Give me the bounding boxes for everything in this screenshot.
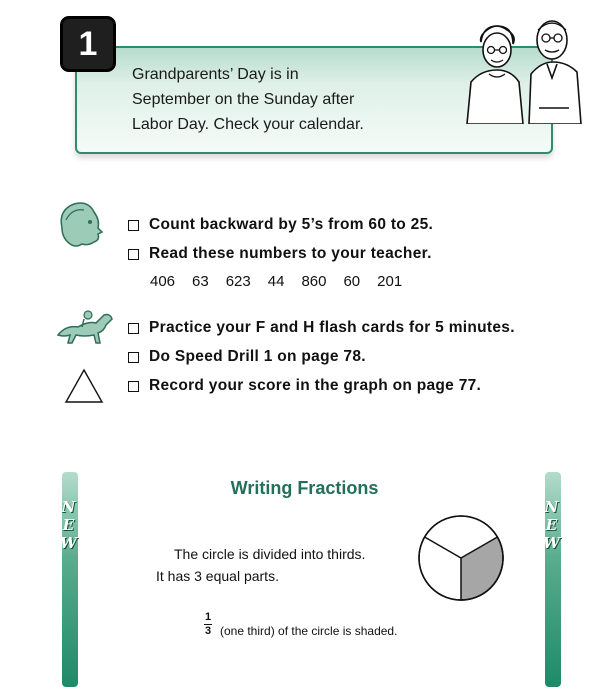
new-letter: W — [543, 534, 560, 552]
task-record-score[interactable] — [128, 377, 481, 395]
one-third-fraction — [204, 612, 212, 637]
fraction-caption: (one third) of the circle is shaded. — [220, 624, 398, 638]
new-label-right — [543, 498, 560, 552]
number-item: 406 — [150, 273, 176, 290]
task-read-numbers[interactable] — [128, 245, 432, 263]
task-label: Count backward by 5’s from 60 to 25. — [149, 216, 434, 233]
task-speed-drill[interactable] — [128, 348, 366, 366]
triangle-icon — [64, 368, 104, 404]
banner-text — [132, 62, 382, 137]
banner-line-2: September on the Sunday after — [132, 91, 355, 108]
task-checkbox[interactable] — [128, 323, 139, 334]
number-item: 860 — [301, 273, 327, 290]
new-letter: N — [544, 498, 559, 516]
thinking-head-icon — [54, 198, 110, 250]
number-item: 60 — [343, 273, 361, 290]
new-letter: E — [62, 516, 75, 534]
new-label-left — [60, 498, 77, 552]
fraction-explanation-line-2: It has 3 equal parts. — [156, 568, 279, 584]
racing-horse-icon — [54, 305, 116, 347]
task-label: Practice your F and H flash cards for 5 minutes. — [149, 319, 515, 336]
banner-line-1: Grandparents’ Day is in — [132, 66, 299, 83]
task-checkbox[interactable] — [128, 249, 139, 260]
fraction-explanation-line-1: The circle is divided into thirds. — [174, 546, 366, 562]
task-checkbox[interactable] — [128, 381, 139, 392]
new-letter: E — [545, 516, 558, 534]
lesson-number-badge — [60, 16, 116, 72]
task-count-backward[interactable] — [128, 216, 433, 234]
fraction-numerator: 1 — [204, 611, 212, 623]
task-label: Record your score in the graph on page 77. — [149, 377, 482, 394]
new-letter: W — [60, 534, 77, 552]
new-letter: N — [61, 498, 76, 516]
task-label: Read these numbers to your teacher. — [149, 245, 432, 262]
task-checkbox[interactable] — [128, 352, 139, 363]
task-flash-cards[interactable] — [128, 319, 515, 337]
task-label: Do Speed Drill 1 on page 78. — [149, 348, 366, 365]
lesson-number: 1 — [78, 24, 98, 63]
numbers-to-read — [150, 273, 419, 290]
number-item: 44 — [267, 273, 285, 290]
banner-line-3: Labor Day. Check your calendar. — [132, 116, 364, 133]
fraction-denominator: 3 — [204, 625, 212, 637]
section-title: Writing Fractions — [230, 478, 379, 498]
thirds-circle-diagram — [417, 514, 505, 602]
number-item: 623 — [225, 273, 251, 290]
number-item: 63 — [192, 273, 209, 290]
task-checkbox[interactable] — [128, 220, 139, 231]
grandparents-illustration — [459, 12, 595, 124]
number-item: 201 — [377, 273, 403, 290]
